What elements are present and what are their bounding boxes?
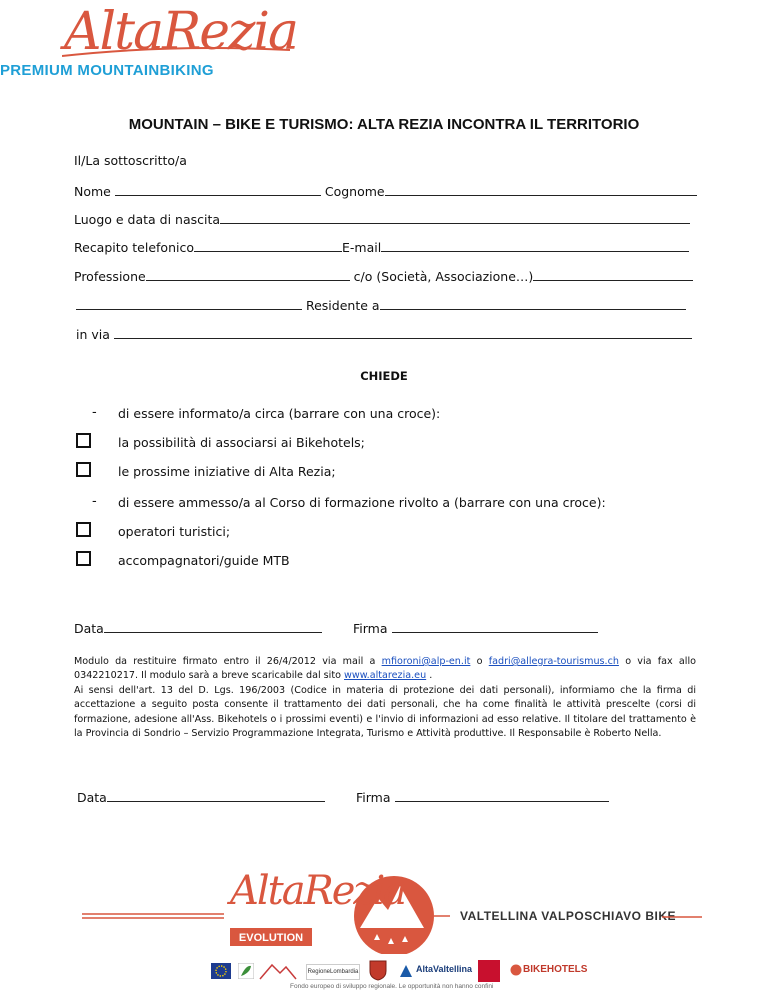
option-operatori: operatori turistici; bbox=[118, 524, 231, 539]
email-field[interactable] bbox=[381, 239, 689, 252]
row-via bbox=[76, 326, 692, 342]
crest-icon bbox=[368, 959, 388, 981]
document-title: MOUNTAIN – BIKE E TURISMO: ALTA REZIA INCONTRA IL TERRITORIO bbox=[128, 116, 640, 133]
notes-p1-o: o bbox=[476, 656, 483, 667]
group2-bullet: - bbox=[92, 494, 97, 509]
notes-p1-b: o via fax allo 0342210217. Il modulo sarà a breve scaricabile dal sito bbox=[74, 656, 697, 682]
luogo-label: Luogo e data di nascita bbox=[74, 212, 221, 227]
co-label: c/o (Società, Associazione…) bbox=[353, 269, 534, 284]
group1-bullet: - bbox=[92, 405, 97, 420]
row-professione bbox=[74, 268, 693, 284]
checkbox-operatori[interactable] bbox=[76, 522, 91, 537]
group1-text: di essere informato/a circa (barrare con una croce): bbox=[118, 406, 441, 421]
row-residente bbox=[76, 297, 686, 313]
chiede-heading: CHIEDE bbox=[360, 369, 408, 383]
row-telefono bbox=[74, 239, 689, 255]
group2-text: di essere ammesso/a al Corso di formazione rivolto a (barrare con una croce): bbox=[118, 495, 606, 510]
professione-label: Professione bbox=[74, 269, 146, 284]
telefono-label: Recapito telefonico bbox=[74, 240, 194, 255]
checkbox-bikehotels[interactable] bbox=[76, 433, 91, 448]
fund-note: Fondo europeo di sviluppo regionale. Le opportunità non hanno confini bbox=[290, 983, 494, 990]
data-field-2[interactable] bbox=[107, 789, 325, 802]
firma-row-1 bbox=[353, 620, 598, 636]
pre-residente-field[interactable] bbox=[76, 297, 302, 310]
mountain-logo-icon bbox=[258, 961, 298, 981]
data-label-2: Data bbox=[77, 790, 107, 805]
co-field[interactable] bbox=[533, 268, 693, 281]
footer-banner-text: VALTELLINA VALPOSCHIAVO BIKE bbox=[460, 909, 677, 923]
alta-valtellina-mark-icon bbox=[398, 963, 414, 979]
header-tagline: PREMIUM MOUNTAINBIKING bbox=[0, 62, 214, 79]
intro-text: Il/La sottoscritto/a bbox=[74, 153, 187, 168]
site-link[interactable]: www.altarezia.eu bbox=[344, 670, 427, 682]
bikehotels-logo: BIKEHOTELS bbox=[523, 964, 588, 975]
firma-label-2: Firma bbox=[356, 790, 391, 805]
notes-p1-end: . bbox=[429, 670, 433, 682]
regione-lombardia-logo: RegioneLombardia bbox=[306, 964, 360, 980]
notes-block bbox=[74, 655, 696, 741]
checkbox-iniziative[interactable] bbox=[76, 462, 91, 477]
firma-field-2[interactable] bbox=[395, 789, 609, 802]
email-label: E-mail bbox=[342, 240, 382, 255]
option-iniziative: le prossime iniziative di Alta Rezia; bbox=[118, 464, 336, 479]
banner-line-right bbox=[660, 912, 704, 922]
cognome-field[interactable] bbox=[385, 183, 697, 196]
privacy-text: Ai sensi dell'art. 13 del D. Lgs. 196/2003 (Codice in materia di protezione dei dati personali), informiamo che la firma di accettazione a seguito posta consente il trattamento dei dati personali, che ha come finalità le attività prescelte (corsi di formazione, adesione all'Ass. Bikehotels o i prossimi eventi) e l'invio di informazioni ad esso relative. Il titolare del trattamento è la Provincia di Sondrio – Servizio Programmazione Integrata, Turismo e Attività produttive. Il Responsabile è Roberto Nella. bbox=[74, 684, 696, 740]
nome-label: Nome bbox=[74, 184, 111, 199]
firma-row-2 bbox=[356, 789, 609, 805]
checkbox-guide[interactable] bbox=[76, 551, 91, 566]
logo-swoosh bbox=[62, 46, 292, 60]
cognome-label: Cognome bbox=[324, 184, 385, 199]
firma-field-1[interactable] bbox=[392, 620, 598, 633]
nome-field[interactable] bbox=[115, 183, 321, 196]
luogo-field[interactable] bbox=[220, 211, 690, 224]
row-nome bbox=[74, 183, 697, 199]
option-guide: accompagnatori/guide MTB bbox=[118, 553, 290, 568]
red-square-logo-icon bbox=[478, 960, 500, 982]
via-field[interactable] bbox=[114, 326, 692, 339]
option-bikehotels: la possibilità di associarsi ai Bikehotels; bbox=[118, 435, 365, 450]
header-logo: AltaRezia bbox=[64, 2, 298, 62]
email-link-2[interactable]: fadri@allegra-tourismus.ch bbox=[488, 656, 619, 667]
data-label-1: Data bbox=[74, 621, 104, 636]
eu-flag-icon bbox=[211, 963, 231, 979]
email-link-1[interactable]: mfioroni@alp-en.it bbox=[381, 656, 471, 667]
signature-row-1 bbox=[74, 620, 322, 636]
professione-field[interactable] bbox=[146, 268, 350, 281]
footer-logo-text: AltaRezia bbox=[230, 868, 406, 914]
via-label: in via bbox=[76, 327, 110, 342]
notes-p1-a: Modulo da restituire firmato entro il 26/4/2012 via mail a bbox=[74, 656, 376, 667]
row-luogo bbox=[74, 211, 690, 227]
footer-evolution: EVOLUTION bbox=[230, 930, 312, 946]
residente-field[interactable] bbox=[380, 297, 686, 310]
signature-row-2 bbox=[77, 789, 325, 805]
data-field-1[interactable] bbox=[104, 620, 322, 633]
firma-label-1: Firma bbox=[353, 621, 388, 636]
bike-icon bbox=[510, 964, 522, 976]
leaf-logo-icon bbox=[238, 963, 254, 979]
residente-label: Residente a bbox=[305, 298, 380, 313]
telefono-field[interactable] bbox=[194, 239, 342, 252]
alta-valtellina-logo: AltaValtellina bbox=[416, 964, 473, 974]
